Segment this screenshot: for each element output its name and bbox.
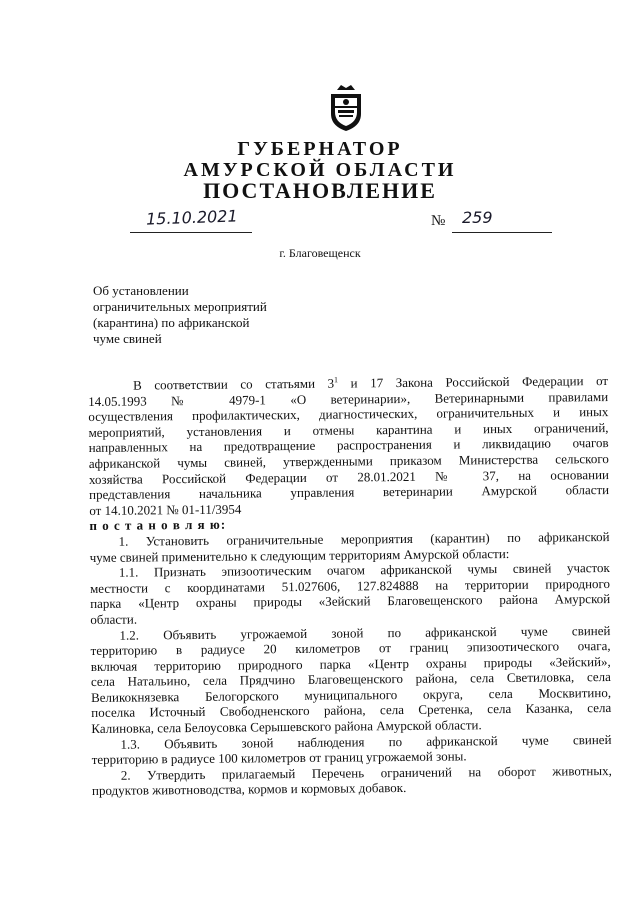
item-line: 1.3. Объявить зоной наблюдения по африканской чуме свиней bbox=[120, 731, 612, 752]
document-body bbox=[88, 373, 612, 799]
document-number: 259 bbox=[462, 208, 493, 227]
preamble-line: 14.05.1993 № 4979-1 «О ветеринарии», Ветеринарными правилами bbox=[88, 388, 609, 409]
item-line: поселка Источный Свободненского района, села Сретенка, села Казанка, села bbox=[91, 700, 612, 721]
superscript: 1 bbox=[333, 375, 339, 385]
document-type: ПОСТАНОВЛЕНИЕ bbox=[203, 178, 437, 203]
item-line: включая территорию природного парка «Центр охраны природы «Зейский», bbox=[90, 653, 611, 674]
item-line: 1. Установить ограничительные мероприятия (карантин) по африканской bbox=[118, 528, 610, 549]
preamble-line: мероприятий, установления и отмены карантина и иных ограничений, bbox=[88, 419, 609, 440]
issuer-region: АМУРСКОЙ ОБЛАСТИ bbox=[183, 159, 457, 181]
city-line: г. Благовещенск bbox=[279, 246, 361, 260]
item-line: области. bbox=[90, 611, 138, 627]
subject-line: (карантина) по африканской bbox=[93, 315, 250, 330]
preamble-line: африканской чумы свиней, утвержденными приказом Министерства сельского bbox=[88, 450, 609, 471]
coat-of-arms-emblem bbox=[327, 84, 365, 132]
item-line: 2. Утвердить прилагаемый Перечень ограничений на оборот животных, bbox=[120, 762, 612, 783]
date-field bbox=[130, 208, 252, 233]
number-label: № bbox=[431, 213, 446, 229]
subject-block bbox=[93, 283, 267, 347]
item-line: местности с координатами 51.027606, 127.824888 на территории природного bbox=[89, 575, 611, 596]
item-line: чуме свиней применительно к следующим территориям Амурской области: bbox=[89, 545, 510, 565]
item-line: Калиновка, села Белоусовка Серышевского района Амурской области. bbox=[91, 717, 482, 737]
preamble-text: В соответствии со статьями 3 bbox=[132, 375, 335, 393]
item-line: продуктов животноводства, кормов и кормовых добавок. bbox=[91, 780, 407, 799]
resolves-heading: п о с т а н о в л я ю: bbox=[89, 517, 227, 534]
document-date: 15.10.2021 bbox=[145, 206, 238, 229]
item-line: парка «Центр охраны природы «Зейский Благовещенского района Амурской bbox=[90, 591, 611, 612]
item-line: территорию в радиусе 20 километров от границ эпизоотического очага, bbox=[90, 638, 611, 659]
preamble-line: от 14.10.2021 № 01-11/3954 bbox=[89, 501, 242, 518]
item-line: 1.2. Объявить угрожаемой зоной по африканской чуме свиней bbox=[119, 622, 611, 643]
preamble-line: представления начальника управления ветеринарии Амурской области bbox=[89, 482, 610, 503]
subject-line: Об установлении bbox=[93, 283, 189, 298]
subject-line: ограничительных мероприятий bbox=[93, 299, 267, 314]
item-line: села Натальино, села Прядчино Благовещенского района, села Светиловка, села bbox=[90, 669, 611, 690]
item-line: Великокнязевка Белогорского муниципального округа, села Москвитино, bbox=[90, 684, 612, 705]
preamble-line: направленных на предотвращение распространения и ликвидацию очагов bbox=[88, 435, 609, 456]
subject-line: чуме свиней bbox=[93, 331, 162, 346]
preamble-text: и 17 Закона Российской Федерации от bbox=[337, 373, 609, 391]
preamble-line: осуществления профилактических, диагностических, ограничительных и иных bbox=[88, 404, 609, 425]
item-line: территорию в радиусе 100 километров от границ угрожаемой зоны. bbox=[91, 748, 467, 768]
number-field bbox=[452, 208, 552, 233]
issuer-title: ГУБЕРНАТОР bbox=[237, 138, 403, 160]
preamble-line: хозяйства Российской Федерации от 28.01.2021 № 37, на основании bbox=[88, 466, 610, 487]
item-line: 1.1. Признать эпизоотическим очагом африканской чумы свиней участок bbox=[118, 560, 610, 580]
